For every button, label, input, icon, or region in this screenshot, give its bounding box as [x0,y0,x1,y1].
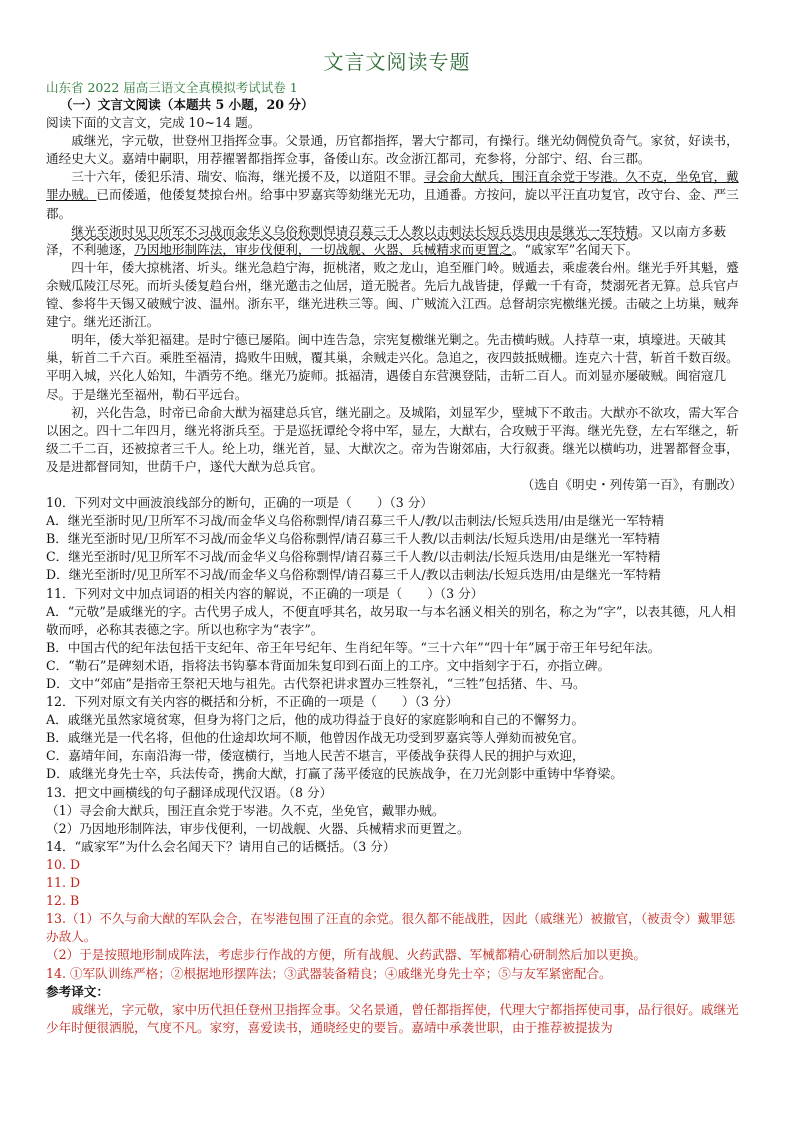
question-11-option-b: B．中国古代的纪年法包括干支纪年、帝王年号纪年、生肖纪年等。“三十六年”“四十年”属于帝王年号纪年法。 [46,639,661,655]
passage-paragraph-4: 四十年，倭大掠桃渚、圻头。继光急趋宁海，扼桃渚，败之龙山，追至雁门岭。贼遁去，乘虚袭台州。继光手歼其魁，蹙余贼瓜陵江尽死。而圻头倭复趋台州，继光邀击之仙居，道无脱者。先后九战皆捷，俘戴一千有奇，焚溺死者无算。总兵官卢镗、参将牛天锡又破贼宁波、温州。浙东平，继光进秩三等。闽、广贼流入江西。总督胡宗宪檄继光援。击破之上坊巢，贼奔建宁。继光还浙江。 [46,259,739,330]
passage-paragraph-6: 初，兴化告急，时帝已命俞大猷为福建总兵官，继光副之。及城陷，刘显军少，壁城下不敢击。大猷亦不欲攻，需大军合以困之。四十二年四月，继光将浙兵至。于是巡抚谭纶令将中军，显左，大猷右，合攻贼于平海。继光先登，左右军继之，斩级二千二百，还被掠者三千人。纶上功，继光首，显、大猷次之。帝为告谢郊庙，大行叙赉。继光以横屿功，进署都督佥事，及是进都督同知，世荫千户，遂代大猷为总兵官。 [46,404,739,474]
underlined-sentence-2: 乃因地形制阵法，审步伐便利，一切战舰、火器、兵械精求而更置之 [134,241,512,257]
question-12-option-c: C．嘉靖年间，东南沿海一带，倭寇横行，当地人民苦不堪言，平倭战争获得人民的拥护与欢迎， [46,748,585,764]
answer-10: 10. D [46,856,81,872]
question-11-option-a: A．“元敬”是戚继光的字。古代男子成人，不便直呼其名，故另取一与本名涵义相关的别名，称之为“字”，以表其德，凡人相敬而呼，必称其表德之字。所以也称字为“表字”。 [46,603,736,637]
reading-section [46,96,746,1037]
passage-paragraph-1: 戚继光，字元敬，世登州卫指挥佥事。父景通，历官都指挥，署大宁都司，有操行。继光幼倜傥负奇气。家贫，好读书，通经史大义。嘉靖中嗣职，用荐擢署都指挥佥事，备倭山东。改佥浙江都司，充参将，分部宁、绍、台三郡。 [46,133,739,167]
question-13-sentence-1: （1）寻会俞大猷兵，围汪直余党于岑港。久不克，坐免官，戴罪办贼。 [46,802,445,818]
underlined-sentence-1: 寻会俞大猷兵，围汪直余党于岑港。久不克，坐免官，戴罪办贼。 [46,169,739,203]
translation-text: 戚继光，字元敬，家中历代担任登州卫指挥佥事。父名景通，曾任都指挥使，代理大宁都指挥使司事，品行很好。戚继光少年时便很洒脱，气度不凡。家穷，喜爱读书，通晓经史的要旨。嘉靖中承袭世职，由于推荐被提拔为 [46,1001,739,1035]
exam-source: 山东省 2022 届高三语文全真模拟考试试卷 1 [46,80,298,95]
passage-paragraph-5: 明年，倭大举犯福建。是时宁德已屡陷。闽中连告急，宗宪复檄继光剿之。先击横屿贼。人持草一束，填壕进。天破其巢，斩首二千六百。乘胜至福清，捣败牛田贼，覆其巢，余贼走兴化。急追之，夜四鼓抵贼栅。连克六十营，斩首千数百级。平明入城，兴化人始知，牛酒劳不绝。继光乃旋师。抵福清，遇倭自东营澳登陆，击斩二百人。而刘显亦屡破贼。闽宿寇几尽。于是继光至福州，勒石平远台。 [46,332,739,402]
question-13-stem: 13．把文中画横线的句子翻译成现代汉语。（8 分） [46,784,333,800]
answer-11: 11. D [46,875,81,891]
question-10-stem: 10．下列对文中画波浪线部分的断句，正确的一项是（ ）（3 分） [46,495,433,511]
question-13-sentence-2: （2）乃因地形制阵法，审步伐便利，一切战舰、火器、兵械精求而更置之。 [46,820,470,836]
question-14-stem: 14．“戚家军”为什么会名闻天下？请用自己的话概括。（3 分） [46,838,396,854]
passage-paragraph-2: 三十六年，倭犯乐清、瑞安、临海，继光援不及，以道阻不罪。寻会俞大猷兵，围汪直余党于岑港。久不克，坐免官，戴罪办贼。已而倭遁，他倭复焚掠台州。给事中罗嘉宾等劾继光无功，且通番。方按问，旋以平汪直功复官，改守台、金、严三郡。 [46,169,739,221]
section-header: （一）文言文阅读（本题共 5 小题，20 分） [60,97,314,112]
question-10-option-c: C．继光至浙时/见卫所军不习战/而金华义乌俗称剽悍/请召募三千人教/以击刺法/长短兵迭用/由是继光一军特精 [46,549,661,565]
answer-13-1: 13.（1）不久与俞大猷的军队会合，在岑港包围了汪直的余党。很久都不能战胜，因此（戚继光）被撤官，（被责令）戴罪惩办敌人。 [46,911,736,945]
wavy-underlined-passage: 继光至浙时见卫所军不习战而金华义乌俗称剽悍请召募三千人教以击刺法长短兵迭用由是继光一军特精 [71,223,638,239]
question-10-option-b: B．继光至浙时见/卫所军不习战/而金华义乌俗称剽悍/请召募三千人教/以击刺法/长短兵迭用/由是继光一军特精 [46,531,661,547]
passage-credit: （选自《明史・列传第一百》，有删改） [521,476,742,492]
question-12-stem: 12．下列对原文有关内容的概括和分析，不正确的一项是（ ）（3 分） [46,694,459,710]
page-title: 文言文阅读专题 [323,50,471,74]
question-12-option-d: D．戚继光身先士卒，兵法传奇，携俞大猷，打赢了荡平倭寇的民族战争，在刀光剑影中重铸中华脊梁。 [46,766,623,782]
question-10-option-d: D．继光至浙时/见卫所军不习战/而金华义乌俗称剽悍/请召募三千人/教以击刺法/长短兵迭用/由是继光一军特精 [46,567,661,583]
question-12-option-a: A．戚继光虽然家境贫寒，但身为将门之后，他的成功得益于良好的家庭影响和自己的不懈努力。 [46,712,585,728]
translation-label: 参考译文： [46,983,109,999]
passage-paragraph-3: 继光至浙时见卫所军不习战而金华义乌俗称剽悍请召募三千人教以击刺法长短兵迭用由是继光一军特精。又以南方多薮泽，不利驰逐，乃因地形制阵法，审步伐便利，一切战舰、火器、兵械精求而更置之。“戚家军”名闻天下。 [46,223,727,257]
answer-13-2: （2）于是按照地形制成阵法，考虑步行作战的方便，所有战舰、火药武器、军械都精心研制然后加以更换。 [46,947,646,963]
question-11-option-c: C．“勒石”是碑刻术语，指将法书钩摹本背面加朱复印到石面上的工序。文中指刻字于石，亦指立碑。 [46,657,611,673]
question-10-option-a: A．继光至浙时见/卫所军不习战/而金华义乌俗称剽悍/请召募三千人/教/以击刺法/长短兵迭用/由是继光一军特精 [46,513,665,529]
question-12-option-b: B．戚继光是一代名将，但他的仕途却坎坷不顺，他曾因作战无功受到罗嘉宾等人弹劾而被免官。 [46,730,585,746]
answer-12: 12. B [46,893,80,909]
answer-14: 14. ①军队训练严格；②根据地形摆阵法；③武器装备精良；④戚继光身先士卒；⑤与友军紧密配合。 [46,965,612,981]
instruction: 阅读下面的文言文，完成 10~14 题。 [46,115,261,131]
question-11-stem: 11．下列对文中加点词语的相关内容的解说，不正确的一项是（ ）（3 分） [46,585,484,601]
question-11-option-d: D．文中“郊庙”是指帝王祭祀天地与祖先。古代祭祀讲求置办三牲祭礼，“三牲”包括猪、牛、马。 [46,676,586,691]
